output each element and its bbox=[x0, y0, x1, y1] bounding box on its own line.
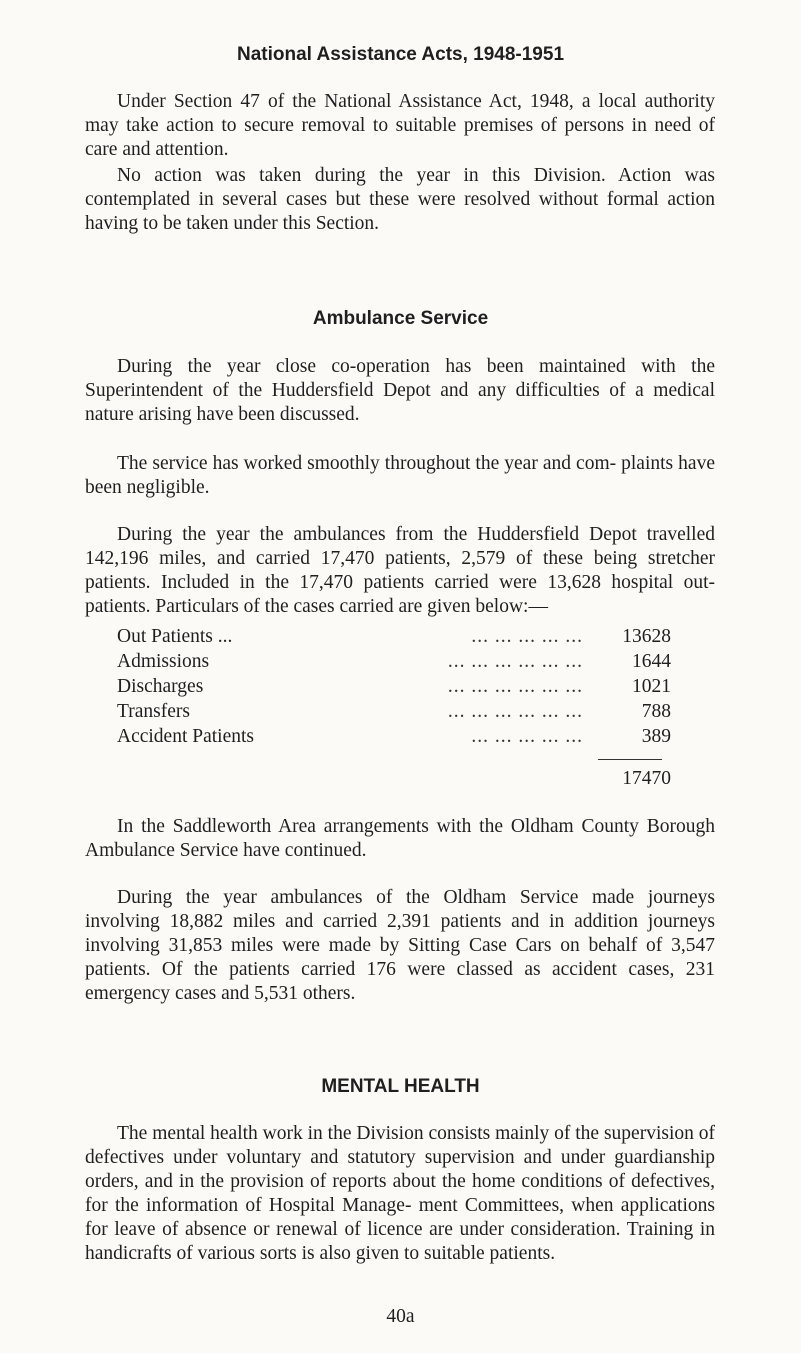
mental-health-paragraph-1: The mental health work in the Division consists mainly of the supervision of defectives under voluntary and statutory supervision and under guardianship orders, and in the provision of reports about the home conditions of defectives, for the information of Hospital Manage- ment Committees, when applications for leave of absence or renewal of licence are under consideration. Training in handicrafts of various sorts is also given to suitable patients. bbox=[85, 1123, 715, 1264]
row-label: Admissions bbox=[117, 651, 210, 672]
row-value: 389 bbox=[641, 726, 671, 747]
row-leader-dots: ... ... ... ... ... ... bbox=[447, 676, 583, 697]
ambulance-paragraph-3: During the year the ambulances from the Huddersfield Depot travelled 142,196 miles, and carried 17,470 patients, 2,579 of these being stretcher patients. Included in the 17,470 patients carried were 13,628 hospital out-patients. Particulars of the cases carried are given below:— bbox=[85, 524, 715, 617]
row-leader-dots: ... ... ... ... ... bbox=[471, 626, 583, 647]
ambulance-paragraph-1: During the year close co-operation has been maintained with the Superintendent of the Huddersfield Depot and any difficulties of a medical nature arising have been discussed. bbox=[85, 356, 715, 425]
row-value: 788 bbox=[641, 701, 671, 722]
row-label: Transfers bbox=[117, 701, 190, 722]
row-label: Accident Patients bbox=[117, 726, 255, 747]
section-47-paragraph-2: No action was taken during the year in this Division. Action was contemplated in several cases but these were resolved without formal action having to be taken under this Section. bbox=[85, 165, 715, 234]
ambulance-paragraph-5: During the year ambulances of the Oldham Service made journeys involving 18,882 miles and carried 2,391 patients and in addition journeys involving 31,853 miles were made by Sitting Case Cars on behalf of 3,547 patients. Of the patients carried 176 were classed as accident cases, 231 emergency cases and 5,531 others. bbox=[85, 887, 715, 1004]
page-number: 40a bbox=[386, 1306, 415, 1327]
ambulance-paragraph-2: The service has worked smoothly throughout the year and com- plaints have been negligible. bbox=[85, 453, 715, 498]
row-leader-dots: ... ... ... ... ... bbox=[471, 726, 583, 747]
row-value: 1021 bbox=[632, 676, 671, 697]
table-row bbox=[117, 725, 671, 749]
total-rule bbox=[598, 759, 662, 760]
table-row bbox=[117, 625, 671, 649]
mental-health-heading: MENTAL HEALTH bbox=[321, 1076, 480, 1097]
section-47-paragraph-1: Under Section 47 of the National Assistance Act, 1948, a local authority may take action to secure removal to suitable premises of persons in need of care and attention. bbox=[85, 91, 715, 160]
row-leader-dots: ... ... ... ... ... ... bbox=[447, 701, 583, 722]
row-label: Discharges bbox=[117, 676, 204, 697]
table-row bbox=[117, 650, 671, 674]
page-header-title: National Assistance Acts, 1948-1951 bbox=[236, 44, 565, 65]
row-value: 1644 bbox=[632, 651, 671, 672]
table-total: 17470 bbox=[622, 768, 671, 789]
ambulance-paragraph-4: In the Saddleworth Area arrangements with the Oldham County Borough Ambulance Service have continued. bbox=[85, 816, 715, 861]
row-label: Out Patients ... bbox=[117, 626, 233, 647]
row-value: 13628 bbox=[622, 626, 671, 647]
table-row bbox=[117, 675, 671, 699]
ambulance-service-heading: Ambulance Service bbox=[312, 308, 489, 329]
table-row bbox=[117, 700, 671, 724]
row-leader-dots: ... ... ... ... ... ... bbox=[447, 651, 583, 672]
